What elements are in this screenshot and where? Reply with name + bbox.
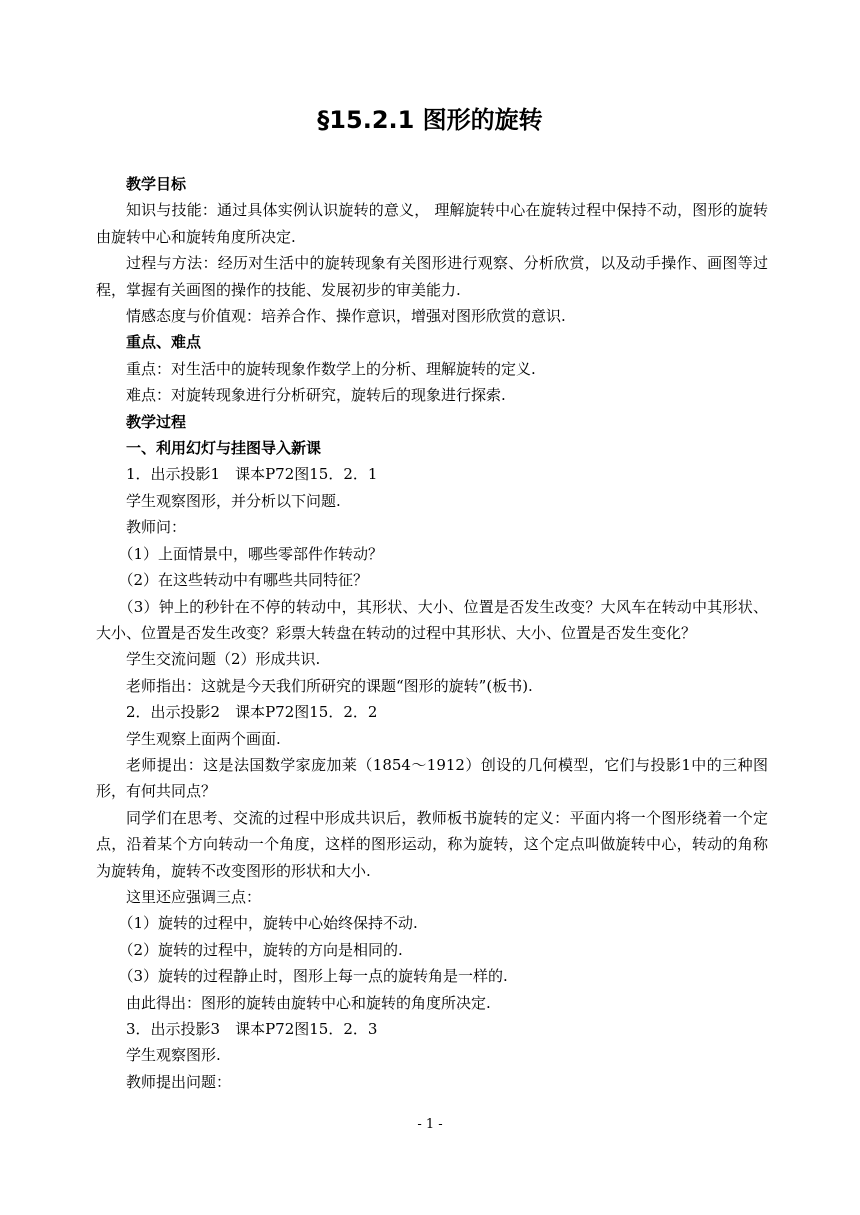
paragraph: 学生交流问题（2）形成共识. (126, 650, 321, 669)
emphasis-item: （2）旋转的过程中，旋转的方向是相同的. (118, 940, 403, 959)
paragraph: 3．出示投影3 课本P72图15．2．3 (126, 1020, 378, 1038)
paragraph: 学生观察图形，并分析以下问题. (126, 491, 341, 510)
emphasis-item: （3）旋转的过程静止时，图形上每一点的旋转角是一样的. (118, 967, 508, 986)
question-item: （3）钟上的秒针在不停的转动中，其形状、大小、位置是否发生改变？大风车在转动中其形状、大小、位置是否发生改变？彩票大转盘在转动的过程中其形状、大小、位置是否发生变化？ (96, 597, 768, 642)
question-item: （1）上面情景中，哪些零部件作转动？ (118, 544, 384, 563)
question-item: （2）在这些转动中有哪些共同特征？ (118, 571, 369, 590)
paragraph: 学生观察上面两个画面. (126, 729, 281, 748)
paragraph: 学生观察图形. (126, 1046, 221, 1065)
paragraph: 情感态度与价值观：培养合作、操作意识，增强对图形欣赏的意识. (126, 307, 566, 326)
paragraph: 老师提出：这是法国数学家庞加莱（1854～1912）创设的几何模型，它们与投影1中的三种图形，有何共同点？ (96, 755, 768, 801)
paragraph: 同学们在思考、交流的过程中形成共识后，教师板书旋转的定义：平面内将一个图形绕着一个定点，沿着某个方向转动一个角度，这样的图形运动，称为旋转，这个定点叫做旋转中心，转动的角称为旋转角，旋转不改变图形的形状和大小. (96, 808, 768, 880)
paragraph: 教师问： (126, 518, 187, 537)
page-number: - 1 - (417, 1117, 443, 1132)
paragraph: 过程与方法：经历对生活中的旋转现象有关图形进行观察、分析欣赏，以及动手操作、画图等过程，掌握有关画图的操作的技能、发展初步的审美能力. (96, 254, 768, 299)
paragraph: 知识与技能：通过具体实例认识旋转的意义， 理解旋转中心在旋转过程中保持不动，图形的旋转由旋转中心和旋转角度所决定. (96, 201, 768, 246)
heading-key-points: 重点、难点 (126, 333, 202, 352)
page-title: §15.2.1 图形的旋转 (317, 106, 543, 134)
paragraph: 由此得出：图形的旋转由旋转中心和旋转的角度所决定. (126, 993, 491, 1012)
paragraph: 这里还应强调三点： (126, 887, 262, 906)
heading-teaching-process: 教学过程 (126, 412, 187, 431)
emphasis-item: （1）旋转的过程中，旋转中心始终保持不动. (118, 914, 418, 933)
paragraph: 难点：对旋转现象进行分析研究，旋转后的现象进行探索. (126, 386, 506, 405)
document-body (96, 171, 768, 1095)
paragraph: 1．出示投影1 课本P72图15．2．1 (126, 465, 378, 484)
heading-section-one: 一、利用幻灯与挂图导入新课 (126, 439, 322, 458)
heading-teaching-goals: 教学目标 (126, 175, 187, 193)
paragraph: 老师指出：这就是今天我们所研究的课题“图形的旋转”(板书). (126, 676, 533, 695)
paragraph: 教师提出问题： (126, 1072, 232, 1091)
paragraph: 重点：对生活中的旋转现象作数学上的分析、理解旋转的定义. (126, 359, 536, 378)
paragraph: 2．出示投影2 课本P72图15．2．2 (126, 703, 378, 722)
